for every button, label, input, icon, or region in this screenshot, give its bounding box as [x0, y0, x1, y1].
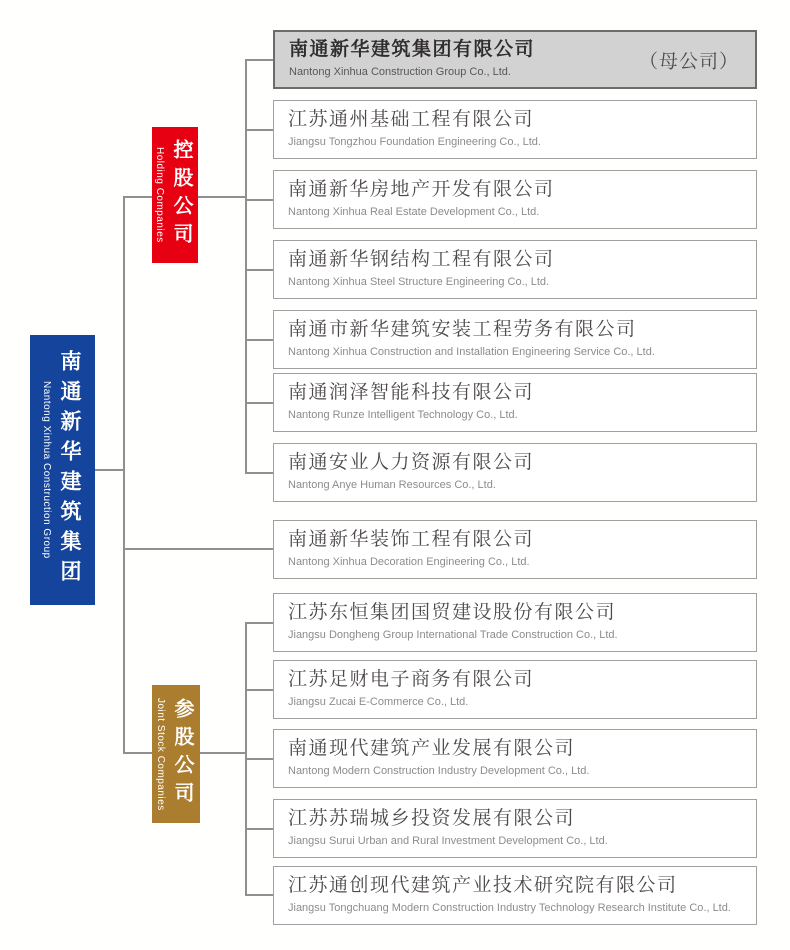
- company-box: [273, 660, 757, 719]
- company-box: [273, 310, 757, 369]
- branch-joint-stock-box: [152, 685, 200, 823]
- company-name-zh: 南通安业人力资源有限公司: [288, 452, 535, 473]
- connector-joint-to-subtrunk: [200, 752, 245, 754]
- company-name-en: Jiangsu Surui Urban and Rural Investment Development Co., Ltd.: [288, 835, 608, 847]
- company-box: [273, 729, 757, 788]
- company-name-en: Nantong Modern Construction Industry Development Co., Ltd.: [288, 765, 590, 777]
- connector-trunk-to-holding: [123, 196, 152, 198]
- connector-branch: [245, 472, 273, 474]
- company-name-zh: 江苏东恒集团国贸建设股份有限公司: [288, 602, 617, 623]
- connector-branch: [245, 199, 273, 201]
- company-name-zh: 江苏通州基础工程有限公司: [288, 109, 535, 130]
- connector-trunk-to-joint: [123, 752, 152, 754]
- connector-holding-to-subtrunk: [198, 196, 245, 198]
- company-name-en: Nantong Xinhua Real Estate Development Co., Ltd.: [288, 206, 540, 218]
- company-name-en: Jiangsu Tongchuang Modern Construction Industry Technology Research Institute Co., Ltd.: [288, 902, 731, 914]
- company-name-en: Jiangsu Tongzhou Foundation Engineering Co., Ltd.: [288, 136, 541, 148]
- company-name-en: Nantong Xinhua Decoration Engineering Co., Ltd.: [288, 556, 530, 568]
- company-box: [273, 593, 757, 652]
- connector-trunk-to-decoration: [123, 548, 273, 550]
- connector-branch: [245, 689, 273, 691]
- company-box: [273, 866, 757, 925]
- branch-holding-label-zh: 控股公司: [170, 139, 192, 251]
- connector-main-trunk: [123, 196, 125, 754]
- company-box: [273, 240, 757, 299]
- company-name-zh: 南通现代建筑产业发展有限公司: [288, 738, 576, 759]
- company-box: [273, 443, 757, 502]
- connector-holding-subtrunk: [245, 59, 247, 474]
- company-name-zh: 江苏苏瑞城乡投资发展有限公司: [288, 808, 576, 829]
- connector-branch: [245, 59, 273, 61]
- company-name-en: Nantong Anye Human Resources Co., Ltd.: [288, 479, 496, 491]
- branch-joint-label-zh: 参股公司: [171, 698, 193, 810]
- company-name-zh: 南通新华房地产开发有限公司: [288, 179, 555, 200]
- connector-branch: [245, 402, 273, 404]
- company-name-zh: 南通新华装饰工程有限公司: [288, 529, 535, 550]
- branch-holding-companies-box: [152, 127, 198, 263]
- company-name-en: Nantong Xinhua Construction Group Co., Ltd.: [289, 66, 511, 78]
- group-root-label-zh: 南通新华建筑集团: [58, 350, 81, 590]
- company-name-zh: 南通新华建筑集团有限公司: [289, 39, 536, 60]
- company-name-en: Nantong Xinhua Steel Structure Engineering Co., Ltd.: [288, 276, 550, 288]
- company-name-zh: 南通市新华建筑安装工程劳务有限公司: [288, 319, 637, 340]
- connector-branch: [245, 758, 273, 760]
- company-box: [273, 799, 757, 858]
- connector-branch: [245, 339, 273, 341]
- company-box: [273, 520, 757, 579]
- company-box: [273, 100, 757, 159]
- company-name-en: Jiangsu Dongheng Group International Trade Construction Co., Ltd.: [288, 629, 618, 641]
- connector-branch: [245, 129, 273, 131]
- parent-company-tag: （母公司）: [638, 51, 739, 72]
- connector-branch: [245, 269, 273, 271]
- company-box-parent: [273, 30, 757, 89]
- connector-branch: [245, 894, 273, 896]
- company-name-en: Nantong Runze Intelligent Technology Co., Ltd.: [288, 409, 518, 421]
- company-name-en: Nantong Xinhua Construction and Installation Engineering Service Co., Ltd.: [288, 346, 655, 358]
- group-root-box: [30, 335, 95, 605]
- group-root-label-en: Nantong Xinhua Construction Group: [41, 381, 52, 559]
- branch-joint-label-en: Joint Stock Companies: [155, 697, 166, 811]
- branch-holding-label-en: Holding Companies: [154, 147, 165, 243]
- company-name-zh: 南通润泽智能科技有限公司: [288, 382, 535, 403]
- company-box: [273, 170, 757, 229]
- company-name-zh: 江苏通创现代建筑产业技术研究院有限公司: [288, 875, 678, 896]
- connector-branch: [245, 622, 273, 624]
- company-name-en: Jiangsu Zucai E-Commerce Co., Ltd.: [288, 696, 469, 708]
- company-name-zh: 江苏足财电子商务有限公司: [288, 669, 535, 690]
- company-box: [273, 373, 757, 432]
- company-name-zh: 南通新华钢结构工程有限公司: [288, 249, 555, 270]
- connector-branch: [245, 828, 273, 830]
- connector-root-to-trunk: [95, 469, 123, 471]
